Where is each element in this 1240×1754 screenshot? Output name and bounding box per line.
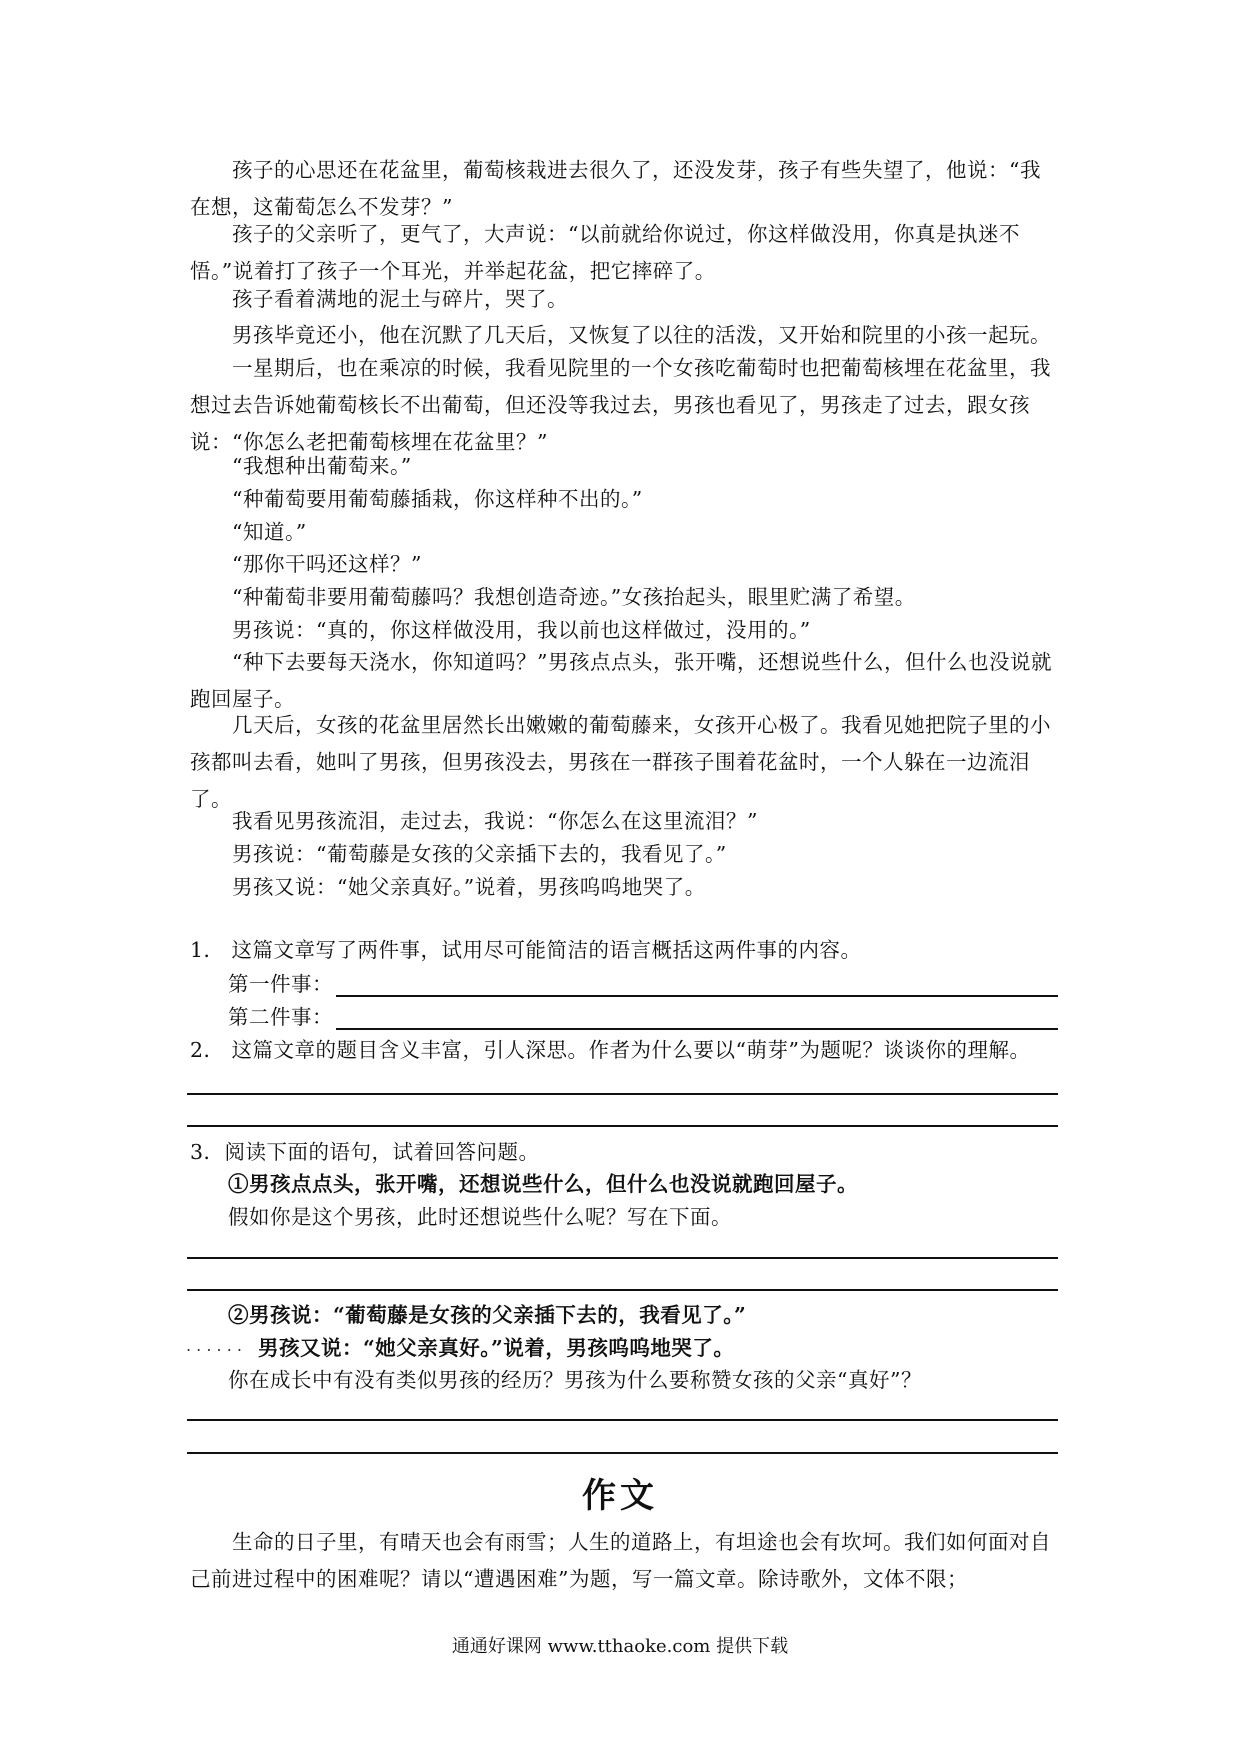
- answer-line[interactable]: [336, 1028, 1058, 1030]
- story-paragraph: “知道。”: [232, 520, 307, 544]
- dotted-mark: . . . . . .: [186, 1336, 242, 1355]
- story-paragraph: 孩子看着满地的泥土与碎片，哭了。: [232, 287, 568, 311]
- composition-text: 生命的日子里，有晴天也会有雨雪；人生的道路上，有坦途也会有坎坷。我们如何面对自己前进过程中的困难呢？请以“遭遇困难”为题，写一篇文章。除诗歌外，文体不限；: [190, 1530, 1051, 1591]
- story-paragraph: 男孩说：“葡萄藤是女孩的父亲插下去的，我看见了。”: [232, 842, 727, 866]
- composition-title: 作文: [582, 1476, 658, 1516]
- story-paragraph: 孩子的父亲听了，更气了，大声说：“以前就给你说过，你这样做没用，你真是执迷不悟。”说着打了孩子一个耳光，并举起花盆，把它摔碎了。: [190, 222, 1020, 283]
- question-1-first-label: 第一件事：: [228, 972, 333, 996]
- question-3-quote-1: ①男孩点点头，张开嘴，还想说些什么，但什么也没说就跑回屋子。: [228, 1172, 858, 1196]
- question-3-quote-2a: ②男孩说：“葡萄藤是女孩的父亲插下去的，我看见了。”: [228, 1303, 747, 1327]
- answer-line[interactable]: [187, 1289, 1058, 1291]
- story-paragraph: 男孩说：“真的，你这样做没用，我以前也这样做过，没用的。”: [232, 618, 811, 642]
- question-1-second-label: 第二件事：: [228, 1005, 333, 1029]
- answer-line[interactable]: [187, 1093, 1058, 1095]
- story-paragraph: 男孩又说：“她父亲真好。”说着，男孩呜呜地哭了。: [232, 875, 706, 899]
- question-3-prompt: 3．阅读下面的语句，试着回答问题。: [190, 1140, 540, 1164]
- answer-line[interactable]: [187, 1125, 1058, 1127]
- question-3-ask-2: 你在成长中有没有类似男孩的经历？男孩为什么要称赞女孩的父亲“真好”？: [228, 1368, 922, 1392]
- footer-text: 通通好课网 www.tthaoke.com 提供下载: [451, 1636, 789, 1657]
- story-paragraph: 我看见男孩流泪，走过去，我说：“你怎么在这里流泪？”: [232, 809, 758, 833]
- question-3-quote-2b: 男孩又说：“她父亲真好。”说着，男孩呜呜地哭了。: [258, 1336, 735, 1360]
- answer-line[interactable]: [187, 1257, 1058, 1259]
- story-paragraph: “那你干吗还这样？”: [232, 552, 422, 576]
- story-paragraph: 孩子的心思还在花盆里，葡萄核栽进去很久了，还没发芽，孩子有些失望了，他说：“我在想，这葡萄怎么不发芽？”: [190, 158, 1041, 219]
- story-paragraph: “种下去要每天浇水，你知道吗？”男孩点点头，张开嘴，还想说些什么，但什么也没说就跑回屋子。: [190, 650, 1052, 711]
- question-3-ask-1: 假如你是这个男孩，此时还想说些什么呢？写在下面。: [228, 1205, 732, 1229]
- question-2-prompt: 2． 这篇文章的题目含义丰富，引人深思。作者为什么要以“萌芽”为题呢？谈谈你的理解。: [190, 1038, 1031, 1062]
- story-paragraph: “种葡萄非要用葡萄藤吗？我想创造奇迹。”女孩抬起头，眼里贮满了希望。: [232, 585, 916, 609]
- answer-line[interactable]: [336, 995, 1058, 997]
- story-paragraph: “我想种出葡萄来。”: [232, 454, 412, 478]
- story-paragraph: 男孩毕竟还小，他在沉默了几天后，又恢复了以往的活泼，又开始和院里的小孩一起玩。: [232, 323, 1051, 347]
- story-paragraph: 几天后，女孩的花盆里居然长出嫩嫩的葡萄藤来，女孩开心极了。我看见她把院子里的小孩都叫去看，她叫了男孩，但男孩没去，男孩在一群孩子围着花盆时，一个人躲在一边流泪了。: [190, 713, 1051, 811]
- answer-line[interactable]: [187, 1419, 1058, 1421]
- story-paragraph: 一星期后，也在乘凉的时候，我看见院里的一个女孩吃葡萄时也把葡萄核埋在花盆里，我想过去告诉她葡萄核长不出葡萄，但还没等我过去，男孩也看见了，男孩走了过去，跟女孩说：“你怎么老把葡萄核埋在花盆里？”: [190, 356, 1051, 454]
- story-paragraph: “种葡萄要用葡萄藤插栽，你这样种不出的。”: [232, 487, 643, 511]
- question-1-prompt: 1． 这篇文章写了两件事，试用尽可能简洁的语言概括这两件事的内容。: [190, 938, 862, 962]
- answer-line[interactable]: [187, 1452, 1058, 1454]
